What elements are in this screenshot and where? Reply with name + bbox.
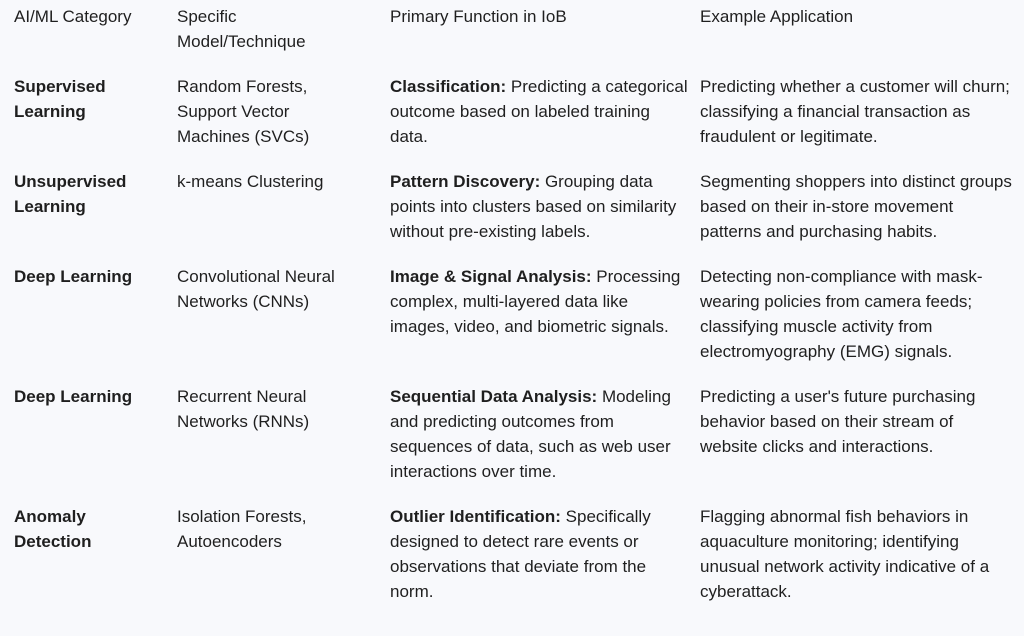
function-cell — [390, 384, 700, 504]
model-text: Isolation Forests, Autoencoders — [177, 507, 307, 551]
example-cell — [700, 74, 1024, 169]
model-cell — [177, 74, 390, 169]
function-title: Sequential Data Analysis: — [390, 387, 598, 406]
example-text: Flagging abnormal fish behaviors in aquaculture monitoring; identifying unusual network activity indicative of a cyberattack. — [700, 507, 990, 601]
model-text: Random Forests, Support Vector Machines (SVCs) — [177, 77, 310, 146]
function-cell — [390, 264, 700, 384]
example-cell — [700, 504, 1024, 624]
category-cell — [0, 504, 177, 624]
function-text: Processing complex, multi-layered data like images, video, and biometric signals. — [390, 267, 681, 336]
category-cell — [0, 169, 177, 264]
category-text: Deep Learning — [14, 267, 133, 286]
table-row — [0, 169, 1024, 264]
example-cell — [700, 384, 1024, 504]
table-row — [0, 264, 1024, 384]
model-cell — [177, 264, 390, 384]
ai-ml-table — [0, 4, 1024, 624]
example-cell — [700, 169, 1024, 264]
function-text: Grouping data points into clusters based on similarity without pre-existing labels. — [390, 172, 677, 241]
header-model: Specific Model/Technique — [177, 7, 306, 51]
function-text: Modeling and predicting outcomes from sequences of data, such as web user interactions over time. — [390, 387, 671, 481]
category-text: Unsupervised Learning — [14, 172, 127, 216]
category-cell — [0, 264, 177, 384]
function-cell — [390, 169, 700, 264]
example-text: Detecting non-compliance with mask-wearing policies from camera feeds; classifying muscle activity from electromyography (EMG) signals. — [700, 267, 983, 361]
function-title: Classification: — [390, 77, 507, 96]
category-text: Deep Learning — [14, 387, 133, 406]
model-cell — [177, 169, 390, 264]
model-text: Recurrent Neural Networks (RNNs) — [177, 387, 310, 431]
table-row — [0, 504, 1024, 624]
function-title: Outlier Identification: — [390, 507, 561, 526]
table-row — [0, 384, 1024, 504]
header-example: Example Application — [700, 7, 854, 26]
category-cell — [0, 384, 177, 504]
function-title: Pattern Discovery: — [390, 172, 541, 191]
table-row — [0, 74, 1024, 169]
example-text: Segmenting shoppers into distinct groups based on their in-store movement patterns and purchasing habits. — [700, 172, 1012, 241]
example-cell — [700, 264, 1024, 384]
model-cell — [177, 384, 390, 504]
function-text: Specifically designed to detect rare events or observations that deviate from the norm. — [390, 507, 651, 601]
category-cell — [0, 74, 177, 169]
function-cell — [390, 74, 700, 169]
function-cell — [390, 504, 700, 624]
model-cell — [177, 504, 390, 624]
function-title: Image & Signal Analysis: — [390, 267, 592, 286]
model-text: Convolutional Neural Networks (CNNs) — [177, 267, 335, 311]
category-text: Supervised Learning — [14, 77, 106, 121]
header-function: Primary Function in IoB — [390, 7, 567, 26]
example-text: Predicting whether a customer will churn; classifying a financial transaction as fraudulent or legitimate. — [700, 77, 1010, 146]
model-text: k-means Clustering — [177, 172, 324, 191]
category-text: Anomaly Detection — [14, 507, 92, 551]
header-row — [0, 4, 1024, 74]
function-text: Predicting a categorical outcome based on labeled training data. — [390, 77, 688, 146]
example-text: Predicting a user's future purchasing behavior based on their stream of website clicks and interactions. — [700, 387, 976, 456]
header-category: AI/ML Category — [14, 7, 132, 26]
